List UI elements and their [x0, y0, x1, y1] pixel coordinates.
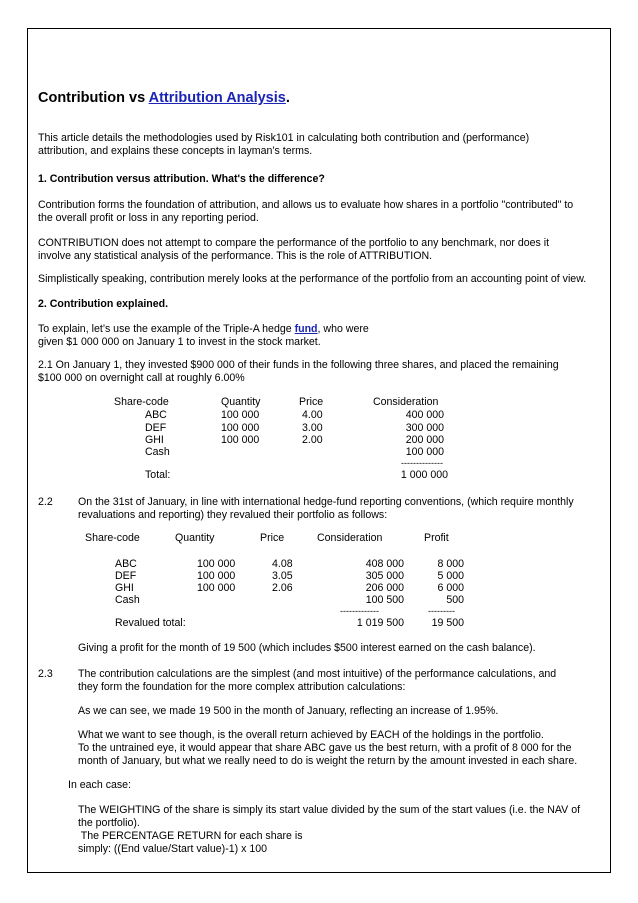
- t2-note: Giving a profit for the month of 19 500 (which includes $500 interest earned on the cash balance).: [78, 642, 536, 654]
- t1-row2-cons: 300 000: [405, 422, 444, 434]
- t2-rule2: ---------: [428, 606, 455, 616]
- section1-heading: 1. Contribution versus attribution. What's the difference?: [38, 173, 325, 185]
- t2-header-price: Price: [260, 532, 285, 544]
- s23-w-line4: simply: ((End value/Start value)-1) x 100: [78, 843, 267, 855]
- s23-w-line1: The WEIGHTING of the share is simply its start value divided by the sum of the start values (i.e. the NAV of: [78, 804, 581, 816]
- t2-row4-code: Cash: [115, 594, 140, 606]
- t1-row3-price: 2.00: [302, 434, 323, 446]
- t1-header-sharecode: Share-code: [114, 396, 169, 408]
- s23-each: In each case:: [68, 779, 132, 791]
- t1-row4-cons: 100 000: [405, 446, 444, 458]
- t2-row3-profit: 6 000: [437, 582, 464, 594]
- s2-p1-line1: [38, 323, 369, 336]
- t1-row1-cons: 400 000: [405, 409, 444, 421]
- t1-row3-code: GHI: [145, 434, 164, 446]
- title-prefix: Contribution vs: [38, 90, 149, 106]
- s22-number: 2.2: [38, 496, 53, 508]
- t2-row1-cons: 408 000: [365, 558, 404, 570]
- s23-p1: As we can see, we made 19 500 in the month of January, reflecting an increase of 1.95%.: [78, 705, 499, 717]
- t2-row3-qty: 100 000: [197, 582, 236, 594]
- t2-row2-profit: 5 000: [437, 570, 464, 582]
- s1-p1-line2: the overall profit or loss in any reporting period.: [38, 212, 259, 224]
- s23-p2-line3: month of January, but what we really need to do is weight the return by the amount invested in each share.: [78, 755, 578, 767]
- s23-w-line2: the portfolio).: [78, 817, 140, 829]
- title-suffix: .: [285, 90, 290, 106]
- t1-row1-qty: 100 000: [221, 409, 260, 421]
- s1-p2-line2: involve any statistical analysis of the performance. This is the role of ATTRIBUTION.: [38, 250, 433, 262]
- t1-header-consideration: Consideration: [373, 396, 439, 408]
- t2-row1-price: 4.08: [272, 558, 293, 570]
- s23-p2-line2: To the untrained eye, it would appear that share ABC gave us the best return, with a profit of 8 000 for the: [78, 742, 572, 754]
- s2-p1-line2: given $1 000 000 on January 1 to invest in the stock market.: [38, 336, 321, 348]
- t2-row1-qty: 100 000: [197, 558, 236, 570]
- t1-row2-price: 3.00: [302, 422, 323, 434]
- t2-header-quantity: Quantity: [175, 532, 215, 544]
- intro-line2: attribution, and explains these concepts in layman’s terms.: [38, 145, 313, 157]
- t2-header-sharecode: Share-code: [85, 532, 140, 544]
- t2-total-value: 1 019 500: [356, 617, 404, 629]
- t1-row1-price: 4.00: [302, 409, 323, 421]
- s21-line1: 2.1 On January 1, they invested $900 000 of their funds in the following three shares, and placed the remaining: [38, 359, 559, 371]
- t1-row3-cons: 200 000: [405, 434, 444, 446]
- t2-row3-cons: 206 000: [365, 582, 404, 594]
- t1-rule: --------------: [401, 458, 443, 468]
- t1-total-value: 1 000 000: [400, 469, 448, 481]
- t2-row1-profit: 8 000: [437, 558, 464, 570]
- t2-row2-price: 3.05: [272, 570, 293, 582]
- t1-header-price: Price: [299, 396, 324, 408]
- t1-row2-code: DEF: [145, 422, 167, 434]
- title-link[interactable]: Attribution Analysis: [148, 90, 286, 106]
- t1-header-quantity: Quantity: [221, 396, 261, 408]
- t1-total-label: Total:: [145, 469, 171, 481]
- fund-link[interactable]: fund: [294, 323, 318, 335]
- t2-row2-cons: 305 000: [365, 570, 404, 582]
- section2-heading: 2. Contribution explained.: [38, 298, 169, 310]
- s22-line2: revaluations and reporting) they revalued their portfolio as follows:: [78, 509, 388, 521]
- t2-header-profit: Profit: [424, 532, 449, 544]
- s1-p2-line1: CONTRIBUTION does not attempt to compare the performance of the portfolio to any benchmark, nor does it: [38, 237, 550, 249]
- t2-row3-price: 2.06: [272, 582, 293, 594]
- s1-p1-line1: Contribution forms the foundation of attribution, and allows us to evaluate how shares in a portfolio "contributed" to: [38, 199, 574, 211]
- s1-p3: Simplistically speaking, contribution merely looks at the performance of the portfolio from an accounting point of view.: [38, 273, 587, 285]
- s23-p2-line1: What we want to see though, is the overall return achieved by EACH of the holdings in the portfolio.: [78, 729, 544, 741]
- t2-row2-qty: 100 000: [197, 570, 236, 582]
- t1-row2-qty: 100 000: [221, 422, 260, 434]
- t2-header-consideration: Consideration: [317, 532, 383, 544]
- t2-row4-cons: 100 500: [365, 594, 404, 606]
- t2-total-profit: 19 500: [431, 617, 464, 629]
- s2-p1-text-end: , who were: [317, 323, 369, 335]
- t2-row1-code: ABC: [115, 558, 137, 570]
- t1-row3-qty: 100 000: [221, 434, 260, 446]
- s2-p1-text: To explain, let’s use the example of the Triple-A hedge: [38, 323, 295, 335]
- s23-line1: The contribution calculations are the simplest (and most intuitive) of the performance calculations, and: [78, 668, 557, 680]
- s22-line1: On the 31st of January, in line with international hedge-fund reporting conventions, (which require monthly: [78, 496, 574, 508]
- t2-row2-code: DEF: [115, 570, 137, 582]
- s23-line2: they form the foundation for the more complex attribution calculations:: [78, 681, 406, 693]
- t1-row1-code: ABC: [145, 409, 167, 421]
- s21-line2: $100 000 on overnight call at roughly 6.00%: [38, 372, 245, 384]
- t2-rule1: -------------: [340, 606, 379, 616]
- s23-w-line3: The PERCENTAGE RETURN for each share is: [78, 830, 303, 842]
- t1-row4-code: Cash: [145, 446, 170, 458]
- t2-total-label: Revalued total:: [115, 617, 186, 629]
- page-title: [38, 90, 290, 106]
- t2-row4-profit: 500: [446, 594, 464, 606]
- intro-line1: This article details the methodologies used by Risk101 in calculating both contribution and (performance): [38, 132, 530, 144]
- t2-row3-code: GHI: [115, 582, 134, 594]
- s23-number: 2.3: [38, 668, 53, 680]
